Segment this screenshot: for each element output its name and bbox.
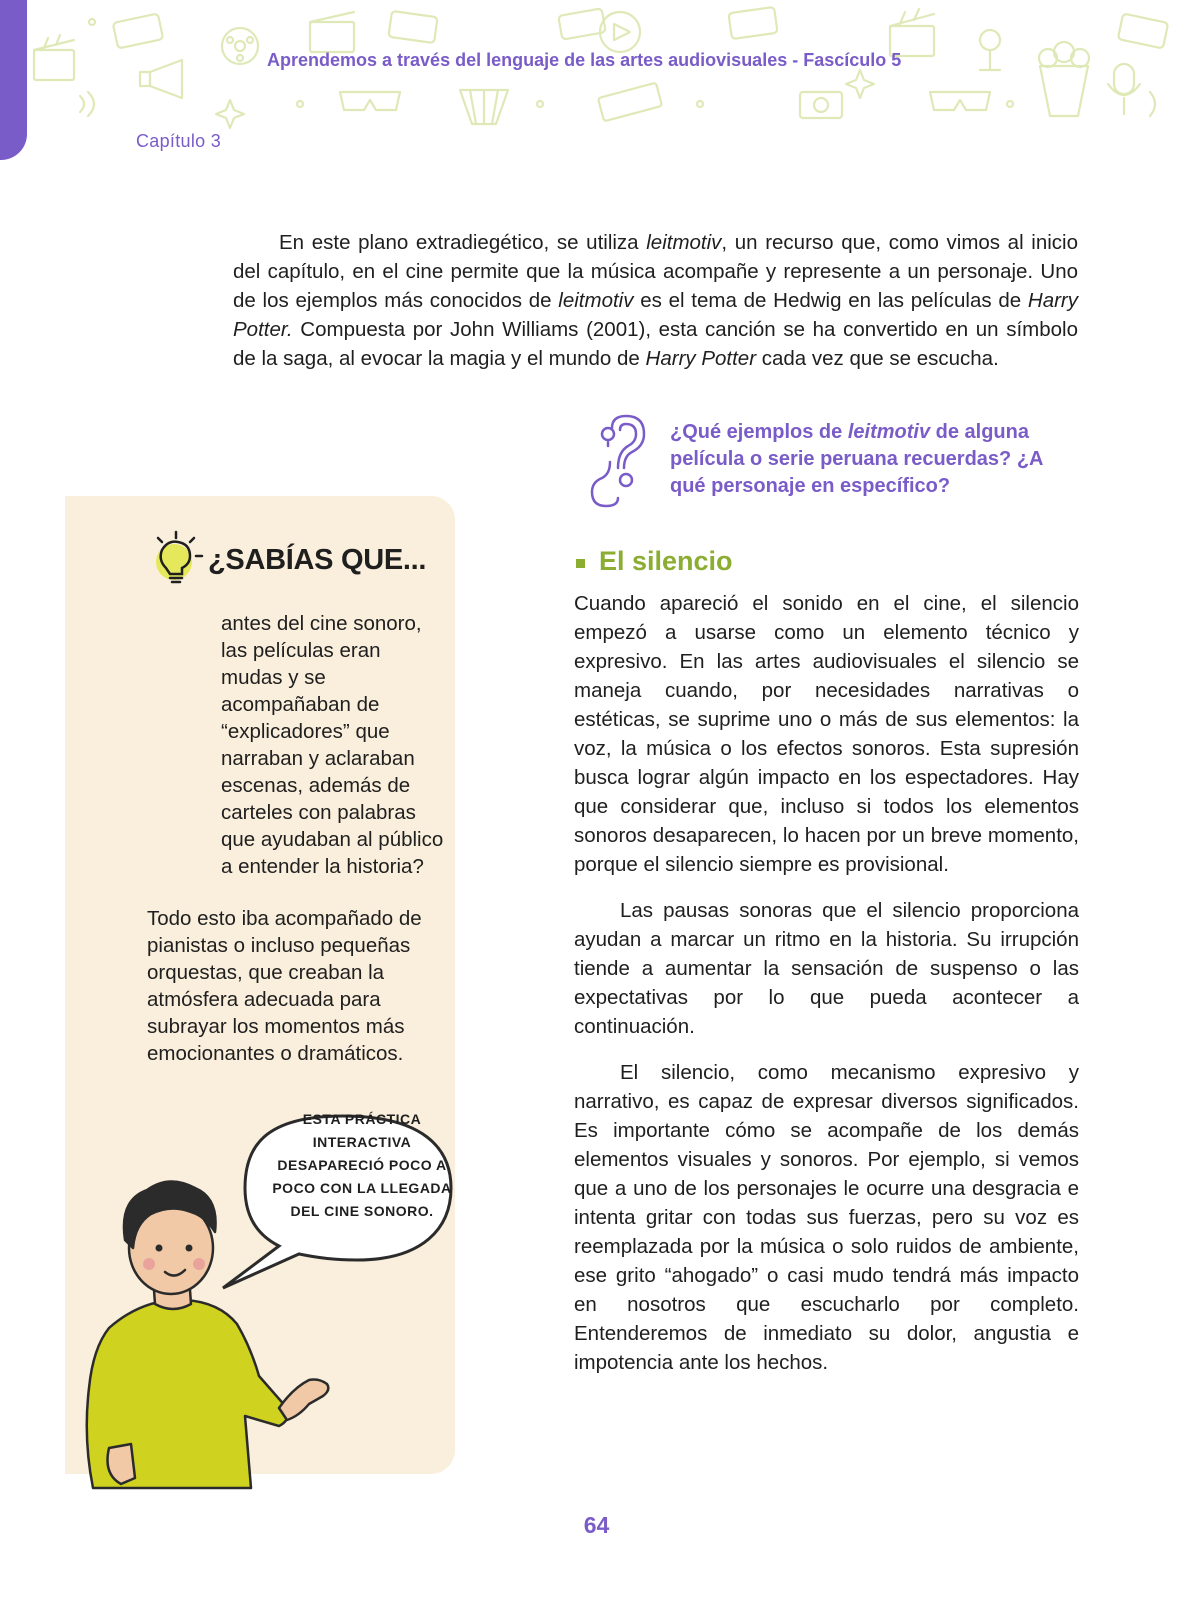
sparkle-doodle <box>216 100 244 128</box>
intro-text: cada vez que se escucha. <box>756 347 999 370</box>
film-strip-icon <box>598 83 662 122</box>
did-you-know-paragraph: Todo esto iba acompañado de pianistas o incluso pequeñas orquestas, que creaban la atmósfera adecuada para subrayar los momentos más emocionantes o dramáticos. <box>147 907 422 1065</box>
boy-cheek <box>193 1258 205 1270</box>
popcorn-icon <box>1039 42 1089 116</box>
clapperboard-icon <box>34 35 74 80</box>
page-number: 64 <box>583 1512 610 1538</box>
intro-text: En este plano extradiegético, se utiliza <box>279 231 647 254</box>
section-paragraph: Las pausas sonoras que el silencio proporciona ayudan a marcar un ritmo en la historia. Su irrupción tiende a aumentar la sensación de suspenso o las expectativas por lo que pueda acontecer a continuación. <box>574 899 1079 1038</box>
section-heading: El silencio <box>599 546 733 576</box>
question-marks-icon <box>588 416 650 506</box>
boy-eye <box>186 1245 193 1252</box>
lightbulb-icon <box>148 530 206 588</box>
ticket-icon <box>113 14 163 49</box>
intro-text: es el tema de Hedwig en las películas de <box>633 289 1028 312</box>
did-you-know-paragraph: antes del cine sonoro, las películas eran mudas y se acompañaban de “explicadores” que narraban y aclaraban escenas, además de carteles con palabras que ayudaban al público a entender la historia? <box>221 612 444 878</box>
ticket-icon <box>1118 14 1168 49</box>
chapter-tab <box>0 0 27 160</box>
did-you-know-sidebar <box>65 496 455 1474</box>
camera-icon <box>800 92 842 118</box>
intro-text: , un recurso que, como vimos al inicio del capítulo, en el cine permite que la música acompañe y represente a un personaje. Uno de los ejemplos más conocidos de <box>233 231 1078 312</box>
ticket-icon <box>728 7 777 39</box>
glasses-3d-icon <box>340 92 400 110</box>
intro-paragraph <box>233 228 1078 373</box>
ticket-icon <box>558 8 605 39</box>
sparkle-doodle <box>846 70 874 98</box>
speech-bubble-text: ESTA PRÁCTICA INTERACTIVA DESAPARECIÓ POCO A POCO CON LA LLEGADA DEL CINE SONORO. <box>272 1111 452 1219</box>
star-doodle <box>1007 101 1013 107</box>
intro-emphasis: leitmotiv <box>558 289 634 312</box>
header-band <box>0 0 1193 151</box>
film-reel-icon <box>600 12 640 52</box>
section-bullet <box>576 559 585 568</box>
intro-text: Compuesta por John Williams (2001), esta canción se ha convertido en un símbolo de la saga, al evocar la magia y el mundo de <box>233 318 1078 370</box>
ticket-icon <box>388 11 437 43</box>
did-you-know-body <box>147 610 447 1067</box>
section-paragraph: El silencio, como mecanismo expresivo y narrativo, es capaz de expresar diversos significados. Es importante cómo se acompañe de los demás elementos visuales y sonoros. Por ejemplo, si vemos que a uno de los personajes le ocurre una desgracia e intenta gritar con todas sus fuerzas, pero su voz es reemplazada por la música o solo ruidos de ambiente, ese grito “ahogado” o casi mudo tendrá más impacto en nosotros que escucharlo por completo. Entenderemos de inmediato su dolor, angustia e impotencia ante los hechos. <box>574 1061 1079 1374</box>
boy-eye <box>156 1245 163 1252</box>
microphone-icon <box>1108 64 1140 114</box>
star-doodle <box>297 101 303 107</box>
star-doodle <box>89 19 95 25</box>
popcorn-icon <box>460 90 508 124</box>
question-text-part: de alguna película o serie peruana recuerdas? ¿A qué personaje en específico? <box>670 421 1043 497</box>
chapter-label: Capítulo 3 <box>136 131 222 151</box>
megaphone-icon <box>140 60 182 98</box>
star-doodle <box>697 101 703 107</box>
section-body <box>574 589 1079 1377</box>
microphone-icon <box>980 30 1000 70</box>
question-text-part: ¿Qué ejemplos de <box>670 421 848 443</box>
glasses-3d-icon <box>930 92 990 110</box>
boy-hand <box>279 1380 328 1421</box>
clapperboard-icon <box>310 12 354 52</box>
fascicle-title: Aprendemos a través del lenguaje de las artes audiovisuales - Fascículo 5 <box>267 50 902 70</box>
intro-emphasis: Harry Potter <box>645 347 757 370</box>
boy-cheek <box>143 1258 155 1270</box>
clapperboard-icon <box>890 9 934 56</box>
question-callout <box>588 416 1078 508</box>
star-doodle <box>537 101 543 107</box>
question-text <box>670 419 1080 500</box>
film-reel-icon <box>222 28 258 64</box>
question-emphasis: leitmotiv <box>847 421 931 443</box>
intro-emphasis: Harry Potter. <box>233 289 1078 341</box>
intro-emphasis: leitmotiv <box>646 231 722 254</box>
section-paragraph: Cuando apareció el sonido en el cine, el silencio empezó a usarse como un elemento técnico y expresivo. En las artes audiovisuales el silencio se maneja cuando, por necesidades narrativas o estéticas, se suprime uno o más de sus elementos: la voz, la música o los efectos sonoros. Esta supresión busca lograr algún impacto en los espectadores. Hay que considerar que, incluso si todos los elementos sonoros desaparecen, lo hacen por un breve momento, porque el silencio siempre es provisional. <box>574 592 1079 876</box>
did-you-know-title: ¿SABÍAS QUE... <box>208 544 427 576</box>
